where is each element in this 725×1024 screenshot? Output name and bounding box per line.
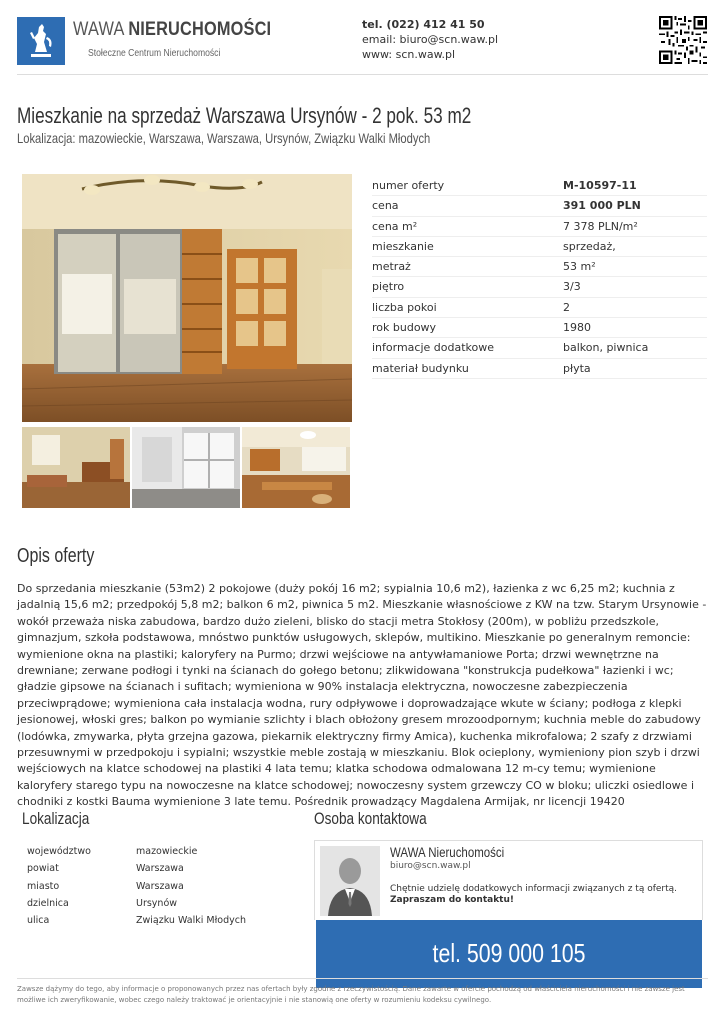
detail-label: cena m² (372, 219, 418, 233)
thumbnail-photo[interactable] (22, 427, 130, 508)
agent-message (390, 884, 677, 906)
details-table (372, 176, 707, 379)
header-www[interactable]: www: scn.waw.pl (362, 48, 456, 61)
location-value: Związku Walki Młodych (136, 915, 246, 927)
detail-row (372, 359, 707, 379)
location-value: mazowieckie (136, 846, 198, 857)
detail-value: 3/3 (563, 280, 581, 294)
location-heading: Lokalizacja (22, 809, 90, 828)
brand-light-text: WAWA (73, 19, 129, 40)
person-avatar-icon (320, 846, 380, 916)
detail-label: liczba pokoi (372, 300, 437, 314)
main-photo[interactable] (22, 174, 352, 422)
detail-row (372, 277, 707, 297)
location-value: Warszawa (136, 880, 184, 892)
brand-bold-text: NIERUCHOMOŚCI (128, 19, 272, 40)
header-email[interactable]: email: biuro@scn.waw.pl (362, 33, 499, 46)
detail-label: metraż (372, 260, 411, 274)
listing-location-line: Lokalizacja: mazowieckie, Warszawa, Warszawa, Ursynów, Związku Walki Młodych (17, 130, 431, 146)
detail-row (372, 217, 707, 237)
detail-value: 1980 (563, 321, 591, 335)
detail-row (372, 318, 707, 338)
footer-divider (17, 978, 708, 979)
detail-value: 2 (563, 300, 570, 314)
location-value: Ursynów (136, 897, 178, 909)
description-heading: Opis oferty (17, 545, 95, 567)
detail-value: 7 378 PLN/m² (563, 219, 638, 233)
location-row (27, 843, 297, 860)
statue-logo-icon[interactable] (17, 17, 65, 65)
qr-code-icon (659, 16, 707, 64)
location-value: Warszawa (136, 863, 184, 875)
location-table (27, 843, 297, 929)
detail-label: piętro (372, 280, 405, 294)
location-key: powiat (27, 863, 59, 875)
detail-label: cena (372, 199, 399, 213)
detail-value: M-10597-11 (563, 179, 637, 192)
description-text: Do sprzedania mieszkanie (53m2) 2 pokojowe (duży pokój 16 m2; sypialnia 10,6 m2), łazienka z wc 6,25 m2; kuchnia z jadalnią 15,6 m2; przedpokój 5,8 m2; balkon 6 m2, piwnica 5 m2. Mieszkanie własnościowe z KW na tzw. Starym Ursynowie - wokół przeważa niska zabudowa, bardzo dużo zieleni, blisko do stacji metra Stokłosy (200m), w pobliżu przedszkole, gimnazjum, szkoła podstawowa, mnóstwo punktów usługowych, sklepów, multikino. Mieszkanie po generalnym remoncie: wymienione okna na plastiki; kaloryfery na Purmo; drzwi wejściowe na antywłamaniowe Porta; drzwi wewnętrzne na drewniane; zerwane podłogi i tynki na ścianach do gołego betonu; zlikwidowana "konstrukcja pudełkowa" łazienki i wc; gładzie gipsowe na ścianach i sufitach; wymieniona w 90% instalacja elektryczna, nowoczesne zabezpieczenia przeciwprądowe; wymieniona cała instalacja wodna, rury odpływowe i doprowadzające wkute w ściany; podłoga z klepki jesionowej, włoski gres; balkon po wymianie szlichty i blach obłożony gresem mrozoodpornym; kuchnia meble do zabudowy (lodówka, zmywarka, płyta grzejna gazowa, piekarnik elektryczny firmy Amica), kuchenka mikrofalowa; 2 szafy z drzwiami przesuwnymi w przedpokoju i sypialni; wszystkie meble zostają w mieszkaniu. Blok ocieplony, wymieniony pion szyb i drzwi wejściowych na klatce schodowej na plastiki 4 lata temu; klatka schodowa odmalowana 12 m-cy temu; wymienione kaloryfery starego typu na nowoczesne na klatce schodowej; nowoczesny system grzewczy CO w bloku; uliczki osiedlowe i chodniki z kostki Bauma wymienione 3 late temu. Pośrednik prowadzący Magdalena Armijak, nr licencji 19420 (17, 582, 707, 809)
agent-message-text: Chętnie udzielę dodatkowych informacji związanych z tą ofertą. (390, 884, 678, 894)
brand-tagline: Stołeczne Centrum Nieruchomości (88, 48, 221, 59)
agent-cta: Zapraszam do kontaktu! (390, 895, 515, 905)
location-key: miasto (27, 880, 60, 892)
detail-row (372, 257, 707, 277)
agent-email[interactable]: biuro@scn.waw.pl (390, 861, 471, 871)
detail-value: 53 m² (563, 260, 596, 274)
detail-row (372, 237, 707, 257)
header-contact (362, 17, 498, 62)
header-divider (17, 74, 708, 75)
thumbnail-photo[interactable] (132, 427, 240, 508)
detail-row (372, 176, 707, 196)
location-row (27, 912, 297, 929)
detail-label: mieszkanie (372, 239, 434, 253)
location-key: dzielnica (27, 897, 69, 909)
detail-value: 391 000 PLN (563, 199, 641, 213)
location-row (27, 895, 297, 912)
detail-value: płyta (563, 361, 591, 375)
location-key: ulica (27, 915, 50, 927)
detail-value: sprzedaż, (563, 239, 616, 253)
detail-row (372, 338, 707, 358)
contact-heading: Osoba kontaktowa (314, 809, 427, 828)
header-phone[interactable]: tel. (022) 412 41 50 (362, 18, 485, 31)
contact-card (314, 840, 703, 920)
detail-value: balkon, piwnica (563, 341, 649, 355)
listing-title: Mieszkanie na sprzedaż Warszawa Ursynów - 2 pok. 53 m2 (17, 103, 472, 128)
location-key: województwo (27, 846, 91, 857)
location-row (27, 860, 297, 877)
detail-label: rok budowy (372, 321, 437, 335)
detail-row (372, 196, 707, 216)
page-header (0, 0, 725, 74)
detail-row (372, 298, 707, 318)
agent-name: WAWA Nieruchomości (390, 844, 505, 860)
detail-label: numer oferty (372, 179, 445, 192)
contact-phone[interactable]: tel. 509 000 105 (432, 938, 586, 968)
footer-disclaimer: Zawsze dążymy do tego, aby informacje o proponowanych przez nas ofertach były zgodne z rzeczywistością. Dane zawarte w ofercie pochodzą od właściciela nieruchomości i nie zawsze jest możliwe ich zweryfikowanie, wobec czego należy traktować je orientacyjnie i nie stanowią one oferty w rozumieniu kodeksu cywilnego. (17, 985, 685, 1004)
thumbnail-photo[interactable] (242, 427, 350, 508)
location-row (27, 878, 297, 895)
detail-label: materiał budynku (372, 361, 469, 375)
brand-name (73, 19, 271, 41)
detail-label: informacje dodatkowe (372, 341, 495, 355)
